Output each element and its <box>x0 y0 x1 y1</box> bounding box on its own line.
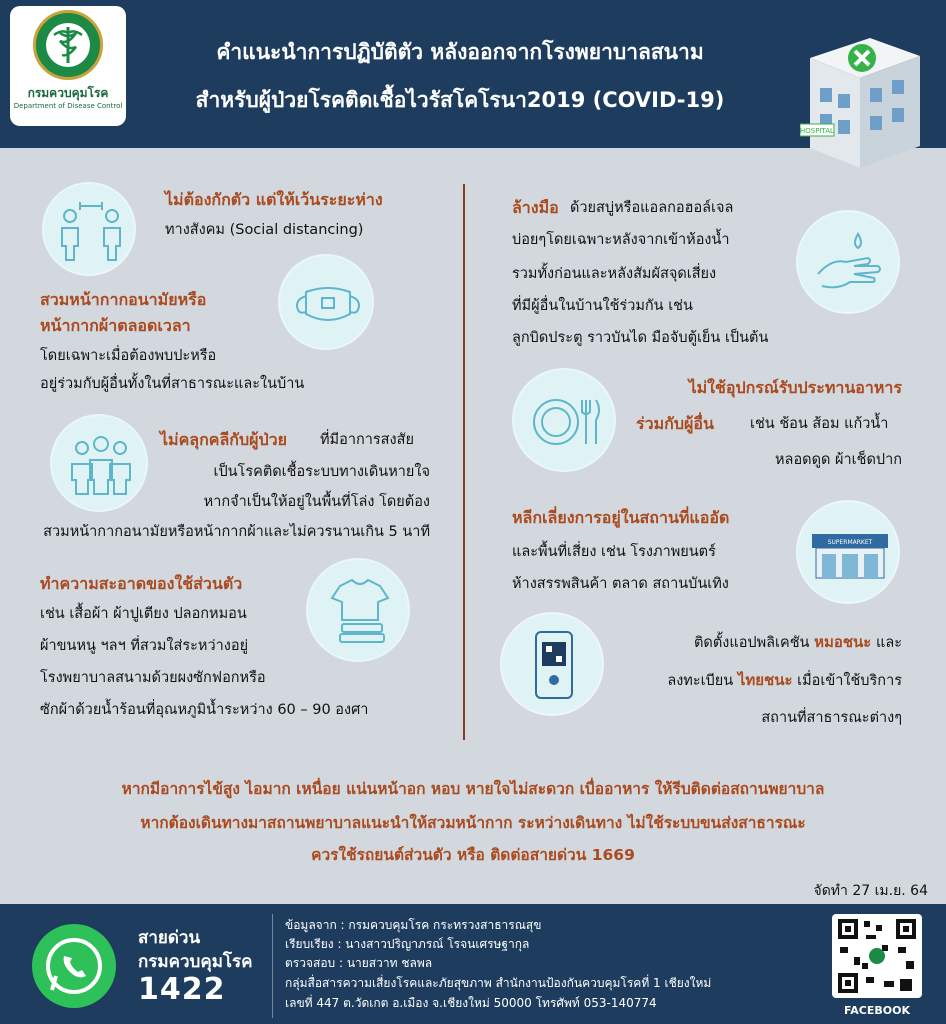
right-item4-line2-post: เมื่อเข้าใช้บริการ <box>797 673 902 689</box>
logo-name: กรมควบคุมโรค <box>27 86 109 100</box>
right-item2-heading-line1: ไม่ใช้อุปกรณ์รับประทานอาหาร <box>688 378 902 397</box>
left-item2-line2: อยู่ร่วมกับผู้อื่นทั้งในที่สาธารณะและในบ้าน <box>40 376 305 392</box>
hotline-label2: กรมควบคุมโรค <box>138 952 253 972</box>
right-item4-line1 <box>694 630 902 654</box>
right-item3-heading: หลีกเลี่ยงการอยู่ในสถานที่แออัด <box>512 508 730 527</box>
facebook-label: FACEBOOK <box>844 1004 910 1017</box>
hospital-sign-text: HOSPITAL <box>800 127 834 135</box>
ministry-logo <box>10 6 126 126</box>
footer-banner <box>0 904 946 1024</box>
left-item1-line1: ทางสังคม (Social distancing) <box>165 222 364 238</box>
page-title-line2: สำหรับผู้ป่วยโรคติดเชื้อไวรัสโคโรนา2019 (COVID-19) <box>195 88 725 112</box>
hospital-building-icon <box>800 28 930 178</box>
hotline-label1: สายด่วน <box>138 928 201 948</box>
left-item4-line3: โรงพยาบาลสนามด้วยผงซักฟอกหรือ <box>40 670 266 686</box>
credit-address: เลขที่ 447 ต.วัดเกต อ.เมือง จ.เชียงใหม่ 50000 โทรศัพท์ 053-140774 <box>285 996 657 1010</box>
credit-office: กลุ่มสื่อสารความเสี่ยงโรคและภัยสุขภาพ สำนักงานป้องกันควบคุมโรคที่ 1 เชียงใหม่ <box>285 976 712 990</box>
notice-line2: หากต้องเดินทางมาสถานพยาบาลแนะนำให้สวมหน้ากาก ระหว่างเดินทาง ไม่ใช้ระบบขนส่งสาธารณะ <box>140 814 806 832</box>
right-item1-line3: ที่มีผู้อื่นในบ้านใช้ร่วมกัน เช่น <box>512 298 693 314</box>
left-item1-heading: ไม่ต้องกักตัว แต่ให้เว้นระยะห่าง <box>165 190 383 209</box>
notice-line1: หากมีอาการไข้สูง ไอมาก เหนื่อย แน่นหน้าอก หอบ หายใจไม่สะดวก เบื่ออาหาร ให้รีบติดต่อสถานพยาบาล <box>121 780 825 798</box>
facebook-qr-code[interactable] <box>832 914 922 998</box>
publish-date: จัดทำ 27 เม.ย. 64 <box>813 883 928 899</box>
clothes-icon <box>306 558 410 662</box>
right-item3-line1: และพื้นที่เสี่ยง เช่น โรงภาพยนตร์ <box>512 544 716 560</box>
left-item2-line1: โดยเฉพาะเมื่อต้องพบปะหรือ <box>40 348 217 364</box>
credit-reviewer: ตรวจสอบ : นายสวาท ชลพล <box>285 956 433 970</box>
right-item1-heading-rest: ด้วยสบู่หรือแอลกอฮอล์เจล <box>570 200 734 216</box>
hand-wash-icon <box>796 210 900 314</box>
right-item4-line1-pre: ติดตั้งแอปพลิเคชัน <box>694 635 810 651</box>
header-banner <box>0 0 946 148</box>
left-item3-line3: สวมหน้ากากอนามัยหรือหน้ากากผ้าและไม่ควรนานเกิน 5 นาที <box>43 524 430 540</box>
left-item4-heading: ทำความสะอาดของใช้ส่วนตัว <box>40 574 243 593</box>
right-item1-heading: ล้างมือ <box>512 198 559 217</box>
credit-source: ข้อมูลจาก : กรมควบคุมโรค กระทรวงสาธารณสุข <box>285 918 542 932</box>
right-item4-line1-post: และ <box>875 635 902 651</box>
left-item3-line1: เป็นโรคติดเชื้อระบบทางเดินหายใจ <box>213 464 430 480</box>
notice-line3: ควรใช้รถยนต์ส่วนตัว หรือ ติดต่อสายด่วน 1669 <box>311 846 635 864</box>
qr-phone-icon <box>500 612 604 716</box>
right-item1-line2: รวมทั้งก่อนและหลังสัมผัสจุดเสี่ยง <box>512 266 717 282</box>
right-item4-app-name2: ไทยชนะ <box>737 671 793 689</box>
left-item4-line1: เช่น เสื้อผ้า ผ้าปูเตียง ปลอกหมอน <box>40 606 247 622</box>
supermarket-icon <box>796 500 900 604</box>
right-item1-line4: ลูกบิดประตู ราวบันได มือจับตู้เย็น เป็นต้น <box>512 330 769 346</box>
left-item3-line2: หากจำเป็นให้อยู่ในพื้นที่โล่ง โดยต้อง <box>203 494 430 510</box>
right-item3-line2: ห้างสรรพสินค้า ตลาด สถานบันเทิง <box>512 576 729 592</box>
footer-divider <box>272 914 273 1018</box>
group-people-icon <box>50 414 148 512</box>
column-divider <box>463 184 465 740</box>
right-item2-line1: หลอดดูด ผ้าเช็ดปาก <box>775 452 902 468</box>
right-item4-line2 <box>667 668 902 692</box>
right-item4-line2-pre: ลงทะเบียน <box>667 673 734 689</box>
face-mask-icon <box>278 254 374 350</box>
supermarket-sign-text: SUPERMARKET <box>827 539 873 546</box>
social-distance-icon <box>42 182 136 276</box>
dishes-icon <box>512 368 616 472</box>
right-item4-app-name1: หมอชนะ <box>814 633 872 651</box>
left-item2-heading-line1: สวมหน้ากากอนามัยหรือ <box>40 290 207 309</box>
left-item4-line4: ซักผ้าด้วยน้ำร้อนที่อุณหภูมิน้ำระหว่าง 60 – 90 องศา <box>40 702 369 718</box>
left-item3-heading-rest: ที่มีอาการสงสัย <box>320 432 414 448</box>
right-item2-heading-line2: ร่วมกับผู้อื่น <box>636 414 714 433</box>
page-title-line1: คำแนะนำการปฏิบัติตัว หลังออกจากโรงพยาบาลสนาม <box>216 40 704 64</box>
logo-subtitle: Department of Disease Control <box>13 102 123 110</box>
right-item1-line1: บ่อยๆโดยเฉพาะหลังจากเข้าห้องน้ำ <box>512 232 730 248</box>
left-item3-heading: ไม่คลุกคลีกับผู้ป่วย <box>160 430 288 449</box>
left-item4-line2: ผ้าขนหนู ฯลฯ ที่สวมใส่ระหว่างอยู่ <box>40 638 249 654</box>
credit-writer: เรียบเรียง : นางสาวปริญาภรณ์ โรจนเศรษฐากุล <box>285 937 530 951</box>
hotline-number: 1422 <box>138 972 226 1007</box>
whatsapp-phone-icon <box>32 924 116 1008</box>
right-item2-heading-rest: เช่น ช้อน ส้อม แก้วน้ำ <box>750 416 889 432</box>
ministry-seal-icon <box>33 10 103 80</box>
right-item4-line3: สถานที่สาธารณะต่างๆ <box>761 710 902 726</box>
left-item2-heading-line2: หน้ากากผ้าตลอดเวลา <box>40 316 191 335</box>
